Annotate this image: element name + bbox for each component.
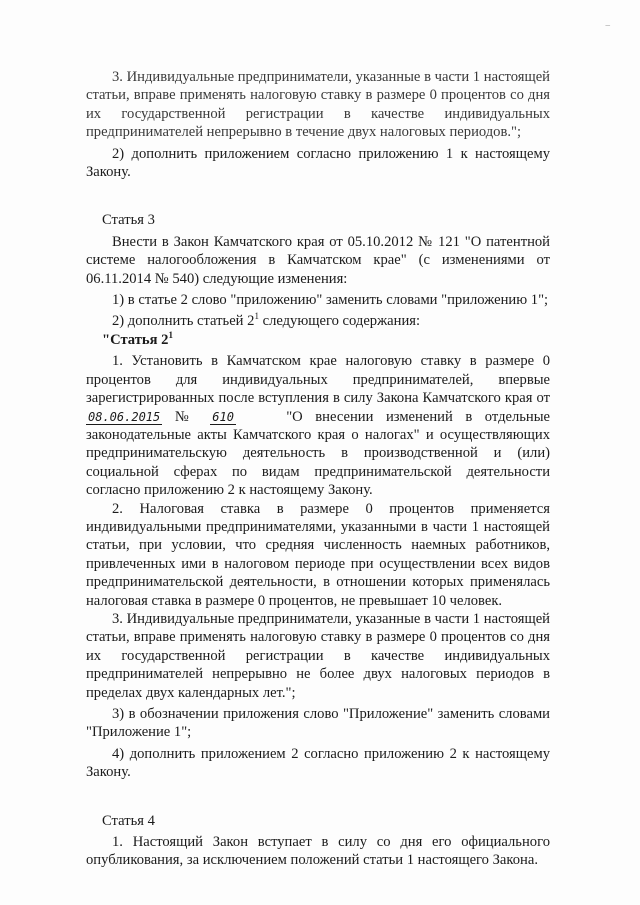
article-4-heading: Статья 4	[102, 812, 155, 829]
law-number-sign: №	[174, 408, 198, 425]
article-3-item-2-sup: 1	[254, 311, 259, 322]
top-paragraph-3: 3. Индивидуальные предприниматели, указанные в части 1 настоящей статьи, вправе применять налоговую ставку в размере 0 процентов со дня их государственной регистрации в качестве индивидуальных предпринимателей непрерывно в течение двух налоговых периодов.";	[86, 69, 550, 141]
article-3-item-2-tail: следующего содержания:	[258, 313, 421, 330]
article-2-1-paragraph-2: 2. Налоговая ставка в размере 0 процентов применяется индивидуальными предпринимателями, указанными в части 1 настоящей статьи, при условии, что средняя численность наемных работников, привлеченных ими в налоговом периоде при осуществлении всех видов предпринимательской деятельности, в отношении которых применялась налоговая ставка в размере 0 процентов, не превышает 10 человек.	[86, 500, 550, 609]
law-number-handwritten: 610	[212, 409, 234, 424]
article-3-item-2	[86, 312, 550, 330]
article-3-item-4: 4) дополнить приложением 2 согласно приложению 2 к настоящему Закону.	[86, 745, 550, 781]
top-paragraph-add-appendix: 2) дополнить приложением согласно приложению 1 к настоящему Закону.	[86, 145, 550, 181]
article-3-item-2-text: 2) дополнить статьей 2	[112, 313, 255, 330]
article-3-heading: Статья 3	[102, 212, 155, 229]
article-3-item-3: 3) в обозначении приложения слово "Приложение" заменить словами "Приложение 1";	[86, 706, 550, 741]
article-2-1-heading-text: "Статья 2	[102, 331, 169, 348]
article-3-intro: Внести в Закон Камчатского края от 05.10.2012 № 121 "О патентной системе налогообложения в Камчатском крае" (с изменениями от 06.11.2014 № 540) следующие изменения:	[86, 233, 550, 287]
article-2-1-heading-sup: 1	[168, 329, 173, 340]
law-date-handwritten: 08.06.2015	[88, 409, 161, 424]
corner-mark: ¯	[605, 24, 610, 34]
article-3-item-1: 1) в статье 2 слово "приложению" заменить словами "приложению 1";	[112, 292, 549, 309]
article-2-1-paragraph-1	[86, 352, 550, 499]
article-4-paragraph-1: 1. Настоящий Закон вступает в силу со дня его официального опубликования, за исключением положений статьи 1 настоящего Закона.	[86, 834, 550, 869]
article-2-1-paragraph-3: 3. Индивидуальные предприниматели, указанные в части 1 настоящей статьи, вправе применять налоговую ставку в размере 0 процентов со дня их государственной регистрации в качестве индивидуальных предпринимателей непрерывно не более двух налоговых периодов в пределах двух календарных лет.";	[86, 610, 550, 701]
article-2-1-p1-b: "О внесении изменений в отдельные законодательные акты Камчатского края о налогах" и осуществляющих предпринимательскую деятельность в производственной и (или) социальной сферах по видам предпринимательской деятельности согласно приложению 2 к настоящему Закону.	[86, 408, 551, 499]
article-2-1-p1-a: 1. Установить в Камчатском крае налоговую ставку в размере 0 процентов для индивидуальных предпринимателей, впервые зарегистрированных после вступления в силу Закона Камчатского края от	[86, 353, 550, 407]
article-2-1-heading	[102, 331, 550, 349]
